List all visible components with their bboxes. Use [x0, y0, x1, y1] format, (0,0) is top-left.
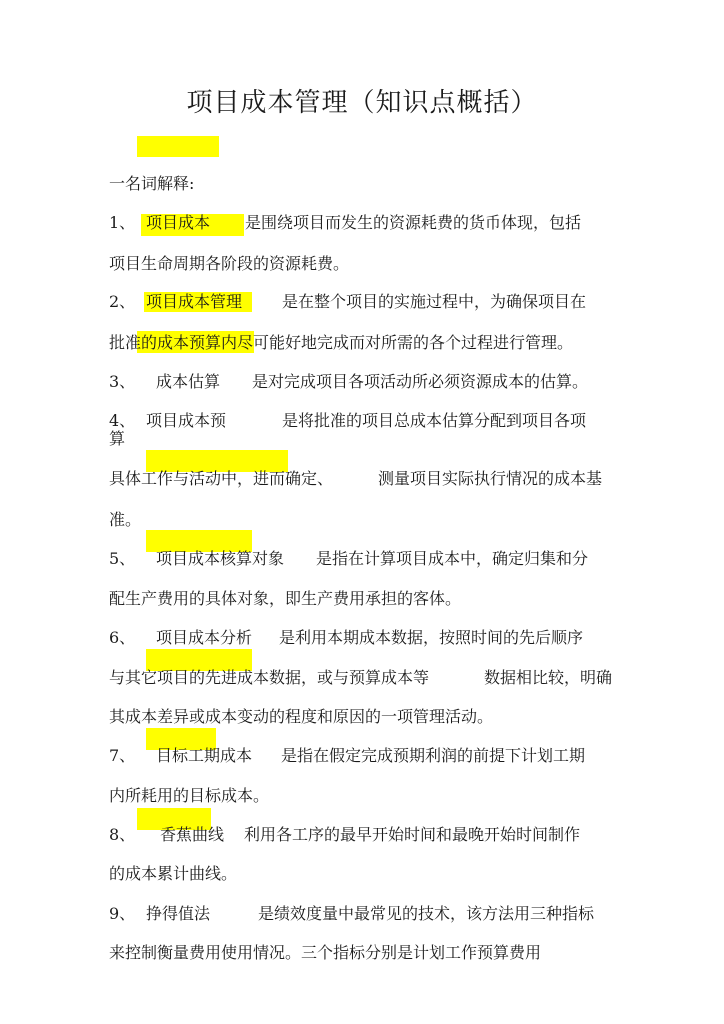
item-term: 项目成本核算对象 [156, 549, 285, 568]
item-number: 4、 [109, 411, 136, 430]
section-heading: 一名词解释: [109, 174, 195, 193]
item-text: 具体工作与活动中，进而确定、 [109, 469, 334, 488]
item-text: 是指在计算项目成本中，确定归集和分 [316, 549, 589, 568]
item-number: 3、 [109, 372, 136, 391]
item-text: 与其它项目的先进成本数据，或与预算成本等 [109, 668, 430, 687]
item-term: 目标工期成本 [156, 746, 253, 765]
item-text: 数据相比较，明确 [484, 668, 613, 687]
item-number: 1、 [109, 213, 136, 232]
item-term: 成本估算 [156, 372, 221, 391]
item-number: 7、 [109, 746, 136, 765]
item-number: 2、 [109, 292, 136, 311]
item-text: 是利用本期成本数据，按照时间的先后顺序 [279, 628, 584, 647]
item-term: 项目成本分析 [156, 628, 253, 647]
item-text: 项目生命周期各阶段的资源耗费。 [109, 254, 350, 273]
item-text: 配生产费用的具体对象，即生产费用承担的客体。 [109, 589, 462, 608]
item-number: 5、 [109, 549, 136, 568]
item-term: 挣得值法 [146, 904, 211, 923]
item-text: 准。 [109, 510, 142, 529]
item-number: 6、 [109, 628, 136, 647]
page-title: 项目成本管理（知识点概括） [186, 88, 538, 118]
item-text: 内所耗用的目标成本。 [109, 786, 270, 805]
item-text: 是将批准的项目总成本估算分配到项目各项 [282, 411, 587, 430]
item-text: 是围绕项目而发生的资源耗费的货币体现，包括 [245, 213, 582, 232]
item-text: 是指在假定完成预期利润的前提下计划工期 [281, 746, 586, 765]
item-term: 项目成本管理 [146, 292, 243, 311]
item-text: 的成本累计曲线。 [109, 864, 238, 883]
item-term: 项目成本预 [146, 411, 227, 430]
item-term: 项目成本 [146, 213, 211, 232]
item-number: 9、 [109, 904, 136, 923]
item-text: 测量项目实际执行情况的成本基 [378, 469, 603, 488]
item-text: 是在整个项目的实施过程中，为确保项目在 [282, 292, 587, 311]
item-term-continued: 算 [109, 429, 126, 448]
item-term: 香蕉曲线 [160, 825, 225, 844]
item-text: 其成本差异或成本变动的程度和原因的一项管理活动。 [109, 707, 494, 726]
item-text: 是对完成项目各项活动所必须资源成本的估算。 [252, 372, 589, 391]
item-text: 批准的成本预算内尽可能好地完成而对所需的各个过程进行管理。 [109, 333, 574, 352]
item-number: 8、 [109, 825, 136, 844]
highlight-mark [137, 136, 219, 157]
item-text: 是绩效度量中最常见的技术，该方法用三种指标 [258, 904, 595, 923]
item-text: 来控制衡量费用使用情况。三个指标分别是计划工作预算费用 [109, 943, 542, 962]
item-text: 利用各工序的最早开始时间和最晚开始时间制作 [244, 825, 581, 844]
